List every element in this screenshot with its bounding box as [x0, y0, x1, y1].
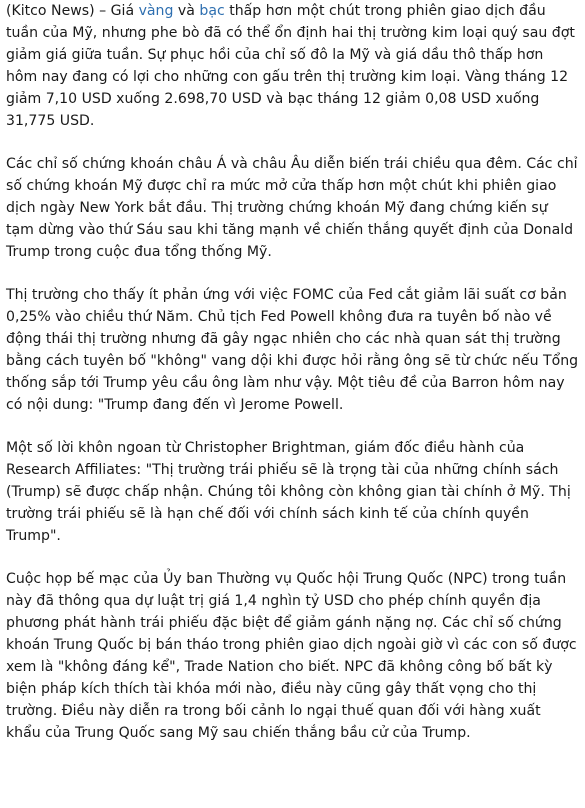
paragraph-gold-silver-prices	[6, 0, 579, 132]
silver-link[interactable]: bạc	[199, 3, 225, 19]
paragraph-stock-indices: Các chỉ số chứng khoán châu Á và châu Âu diễn biến trái chiều qua đêm. Các chỉ số chứng khoán Mỹ được chỉ ra mức mở cửa thấp hơn một chút khi phiên giao dịch ngày New York bắt đầu. Thị trường chứng khoán Mỹ đang chứng kiến sự tạm dừng vào thứ Sáu sau khi tăng mạnh về chiến thắng quyết định của Donald Trump trong cuộc đua tổng thống Mỹ.	[6, 156, 578, 260]
gold-link[interactable]: vàng	[138, 3, 174, 19]
p1-text-2: và	[173, 3, 200, 19]
p1-text-3: thấp hơn một chút trong phiên giao dịch đầu tuần của Mỹ, nhưng phe bò đã có thể ổn định hai thị trường kim loại quý sau đợt giảm giá giữa tuần. Sự phục hồi của chỉ số đô la Mỹ và giá dầu thô thấp hơn hôm nay đang có lợi cho những con gấu trên thị trường kim loại. Vàng tháng 12 giảm 7,10 USD xuống 2.698,70 USD và bạc tháng 12 giảm 0,08 USD xuống 31,775 USD.	[6, 3, 575, 129]
p1-text-1: (Kitco News) – Giá	[6, 3, 139, 19]
paragraph-brightman-quote: Một số lời khôn ngoan từ Christopher Brightman, giám đốc điều hành của Research Affiliates: "Thị trường trái phiếu sẽ là trọng tài của những chính sách (Trump) sẽ được chấp nhận. Chúng tôi không còn không gian tài chính ở Mỹ. Thị trường trái phiếu sẽ là hạn chế đối với chính sách kinh tế của chính quyền Trump".	[6, 440, 571, 544]
paragraph-fomc-fed: Thị trường cho thấy ít phản ứng với việc FOMC của Fed cắt giảm lãi suất cơ bản 0,25% vào chiều thứ Năm. Chủ tịch Fed Powell không đưa ra tuyên bố nào về động thái thị trường nhưng đã gây ngạc nhiên cho các nhà quan sát thị trường bằng cách tuyên bố "không" vang dội khi được hỏi rằng ông sẽ từ chức nếu Tổng thống sắp tới Trump yêu cầu ông làm như vậy. Một tiêu đề của Barron hôm nay có nội dung: "Trump đang đến vì Jerome Powell.	[6, 287, 579, 413]
paragraph-china-npc: Cuộc họp bế mạc của Ủy ban Thường vụ Quốc hội Trung Quốc (NPC) trong tuần này đã thông qua dự luật trị giá 1,4 nghìn tỷ USD cho phép chính quyền địa phương phát hành trái phiếu đặc biệt để giảm gánh nặng nợ. Các chỉ số chứng khoán Trung Quốc bị bán tháo trong phiên giao dịch ngoài giờ vì các con số được xem là "không đáng kể", Trade Nation cho biết. NPC đã không công bố bất kỳ biện pháp kích thích tài khóa mới nào, điều này cũng gây thất vọng cho thị trường. Điều này diễn ra trong bối cảnh lo ngại thuế quan đối với hàng xuất khẩu của Trung Quốc sang Mỹ sau chiến thắng bầu cử của Trump.	[6, 571, 577, 741]
